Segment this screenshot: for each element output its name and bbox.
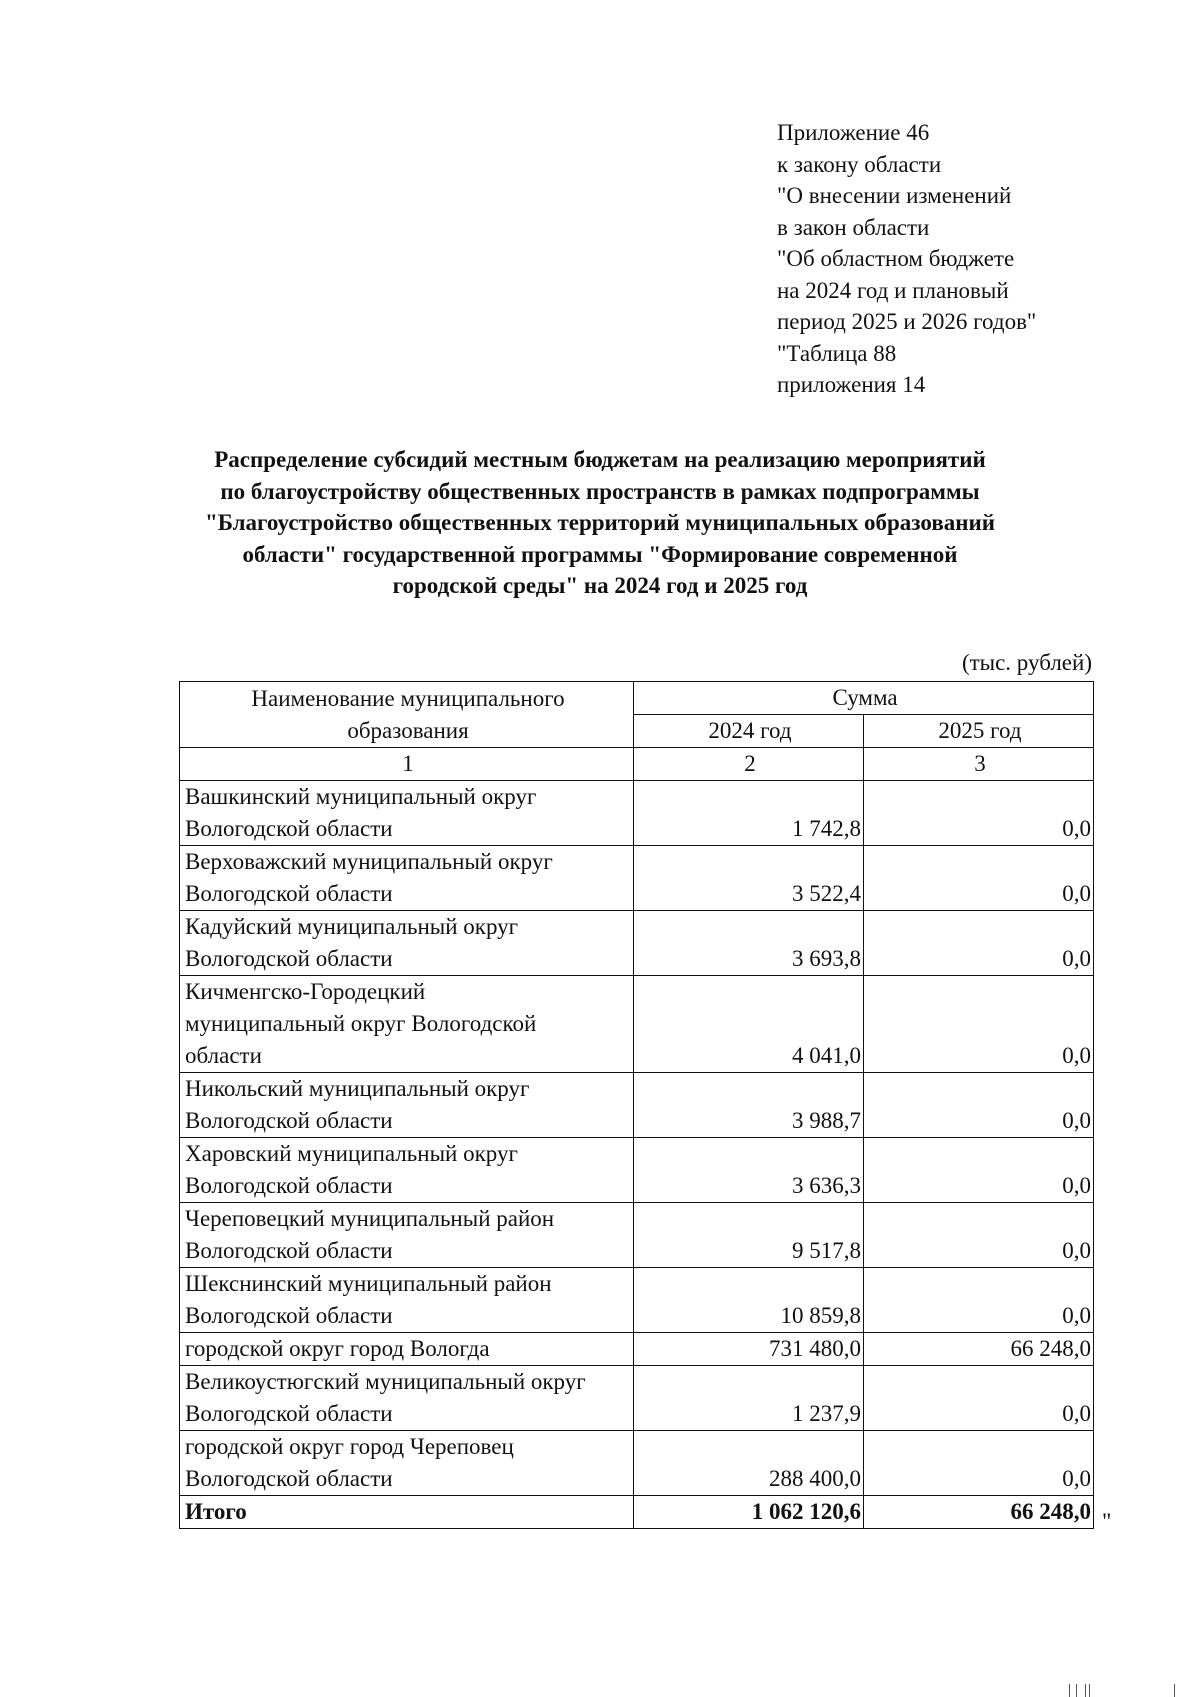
table-row — [180, 846, 1094, 911]
amount-2024-cell: 3 522,4 — [634, 846, 864, 911]
municipality-name-line: Вологодской области — [185, 816, 393, 841]
amount-2025-cell: 0,0 — [864, 1431, 1094, 1496]
column-number: 2 — [634, 748, 864, 781]
header-name-line: Наименование муниципального — [251, 686, 565, 711]
amount-2024-cell: 3 988,7 — [634, 1073, 864, 1138]
table-row — [180, 781, 1094, 846]
amount-2024-cell: 3 693,8 — [634, 911, 864, 976]
municipality-name-line: Вологодской области — [185, 1401, 393, 1426]
appendix-block — [777, 117, 1036, 401]
appendix-line: "Таблица 88 — [777, 340, 897, 366]
municipality-name-cell — [180, 1333, 634, 1366]
column-numbers-row — [180, 748, 1094, 781]
appendix-line: в закон области — [777, 214, 930, 240]
amount-2025-cell: 0,0 — [864, 911, 1094, 976]
scan-mark — [1085, 1684, 1086, 1697]
amount-2025-cell: 0,0 — [864, 976, 1094, 1073]
municipality-name-cell — [180, 1138, 634, 1203]
units-label: (тыс. рублей) — [961, 650, 1092, 675]
amount-2024-cell: 4 041,0 — [634, 976, 864, 1073]
municipality-name-cell — [180, 1203, 634, 1268]
appendix-line: Приложение 46 — [777, 120, 930, 145]
amount-2024-cell: 288 400,0 — [634, 1431, 864, 1496]
column-number: 3 — [864, 748, 1094, 781]
title-line: по благоустройству общественных пространств в рамках подпрограммы — [220, 478, 980, 504]
amount-2025-cell: 0,0 — [864, 1203, 1094, 1268]
amount-2024-cell: 1 237,9 — [634, 1366, 864, 1431]
municipality-name-line: области — [185, 1043, 262, 1068]
subsidy-table — [179, 681, 1094, 1529]
appendix-line: период 2025 и 2026 годов" — [777, 309, 1037, 334]
column-number: 1 — [180, 748, 634, 781]
title-line: области" государственной программы "Формирование современной — [242, 541, 958, 567]
closing-quote: " — [1102, 1509, 1112, 1534]
title-line: Распределение субсидий местным бюджетам на реализацию мероприятий — [214, 447, 986, 472]
header-name-cell — [180, 682, 634, 748]
municipality-name-cell — [180, 846, 634, 911]
table-row — [180, 1333, 1094, 1366]
municipality-name-cell — [180, 911, 634, 976]
municipality-name-cell — [180, 1431, 634, 1496]
header-year-2024: 2024 год — [634, 715, 864, 748]
title-line: "Благоустройство общественных территорий муниципальных образований — [204, 510, 995, 535]
amount-2025-cell: 0,0 — [864, 1073, 1094, 1138]
municipality-name-line: Верховажский муниципальный округ — [185, 849, 553, 874]
municipality-name-cell — [180, 1366, 634, 1431]
table-row — [180, 1268, 1094, 1333]
scan-mark — [1069, 1684, 1070, 1697]
municipality-name-line: городской округ город Вологда — [185, 1336, 490, 1361]
municipality-name-cell — [180, 1268, 634, 1333]
municipality-name-line: Череповецкий муниципальный район — [185, 1206, 555, 1231]
total-label-cell: Итого — [180, 1496, 634, 1529]
total-row — [180, 1496, 1094, 1529]
municipality-name-cell — [180, 976, 634, 1073]
municipality-name-line: Вашкинский муниципальный округ — [185, 784, 537, 809]
table-row — [180, 1203, 1094, 1268]
municipality-name-line: Вологодской области — [185, 1173, 393, 1198]
amount-2025-cell: 0,0 — [864, 846, 1094, 911]
amount-2024-cell: 1 742,8 — [634, 781, 864, 846]
amount-2025-cell: 66 248,0 — [864, 1333, 1094, 1366]
municipality-name-line: Великоустюгский муниципальный округ — [185, 1369, 586, 1394]
total-2025-cell: 66 248,0 — [864, 1496, 1094, 1529]
appendix-line: "Об областном бюджете — [777, 246, 1015, 271]
scan-mark — [1174, 1684, 1175, 1697]
amount-2025-cell: 0,0 — [864, 1366, 1094, 1431]
header-name-line: образования — [347, 718, 469, 743]
municipality-name-line: Никольский муниципальный округ — [185, 1076, 530, 1101]
amount-2025-cell: 0,0 — [864, 1138, 1094, 1203]
municipality-name-line: Вологодской области — [185, 881, 393, 906]
appendix-line: приложения 14 — [777, 372, 926, 397]
appendix-line: к закону области — [777, 151, 942, 177]
title-line: городской среды" на 2024 год и 2025 год — [392, 573, 808, 598]
municipality-name-line: Кичменгско-Городецкий — [185, 979, 426, 1004]
amount-2024-cell: 10 859,8 — [634, 1268, 864, 1333]
amount-2024-cell: 3 636,3 — [634, 1138, 864, 1203]
amount-2025-cell: 0,0 — [864, 1268, 1094, 1333]
amount-2024-cell: 731 480,0 — [634, 1333, 864, 1366]
total-2024-cell: 1 062 120,6 — [634, 1496, 864, 1529]
table-row — [180, 1138, 1094, 1203]
amount-2024-cell: 9 517,8 — [634, 1203, 864, 1268]
header-row — [180, 682, 1094, 715]
table-row — [180, 911, 1094, 976]
municipality-name-line: муниципальный округ Вологодской — [185, 1011, 537, 1036]
municipality-name-line: Вологодской области — [185, 946, 393, 971]
table-row — [180, 1431, 1094, 1496]
municipality-name-line: Харовский муниципальный округ — [185, 1141, 518, 1166]
header-sum-cell: Сумма — [634, 682, 1094, 715]
municipality-name-line: Кадуйский муниципальный округ — [185, 914, 519, 939]
municipality-name-line: Вологодской области — [185, 1303, 393, 1328]
municipality-name-cell — [180, 781, 634, 846]
table-row — [180, 1073, 1094, 1138]
amount-2025-cell: 0,0 — [864, 781, 1094, 846]
header-year-2025: 2025 год — [864, 715, 1094, 748]
municipality-name-line: городской округ город Череповец — [185, 1434, 514, 1459]
scan-mark — [1089, 1684, 1090, 1697]
appendix-line: "О внесении изменений — [777, 183, 1012, 208]
municipality-name-line: Шекснинский муниципальный район — [185, 1271, 552, 1296]
municipality-name-cell — [180, 1073, 634, 1138]
table-row — [180, 1366, 1094, 1431]
scan-mark — [1076, 1684, 1077, 1697]
document-title — [150, 444, 1050, 602]
municipality-name-line: Вологодской области — [185, 1238, 393, 1263]
appendix-line: на 2024 год и плановый — [777, 277, 1009, 303]
municipality-name-line: Вологодской области — [185, 1466, 393, 1491]
table-row — [180, 976, 1094, 1073]
municipality-name-line: Вологодской области — [185, 1108, 393, 1133]
